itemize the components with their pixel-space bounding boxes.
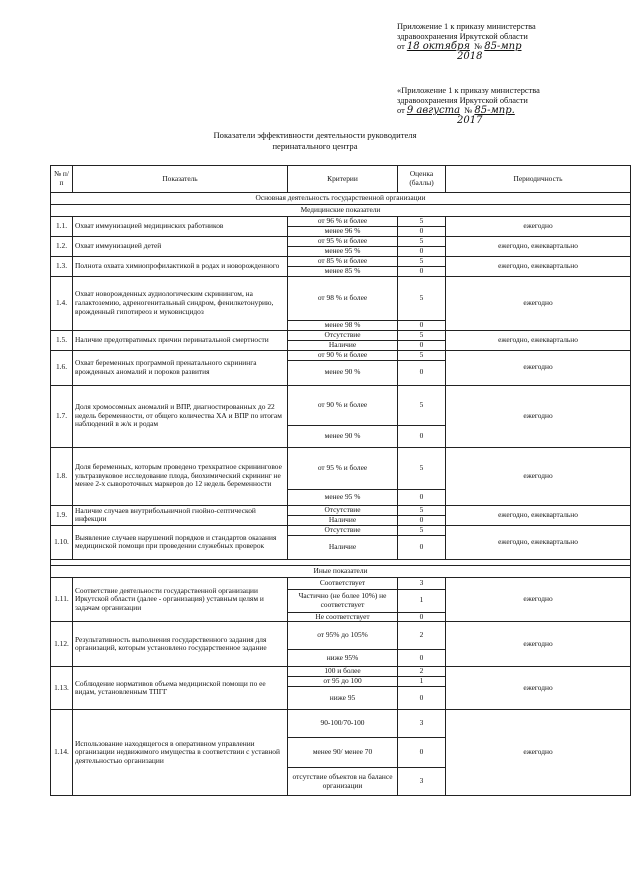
criterion: менее 90 % <box>288 360 398 385</box>
criterion: Наличие <box>288 340 398 350</box>
criterion: менее 85 % <box>288 267 398 277</box>
score: 0 <box>398 535 446 559</box>
periodicity: ежегодно <box>446 277 631 331</box>
criterion: отсутствие объектов на балансе организации <box>288 768 398 796</box>
criterion: Отсутствие <box>288 330 398 340</box>
table-row <box>51 350 631 360</box>
order-b-number-handwritten: 85-мпр. <box>474 105 515 116</box>
table-header-row <box>51 166 631 193</box>
score: 2 <box>398 622 446 650</box>
row-number: 1.6. <box>51 350 73 385</box>
table-row <box>51 257 631 267</box>
row-number: 1.4. <box>51 277 73 331</box>
table-row <box>51 667 631 677</box>
from-prefix: от <box>397 42 405 51</box>
indicators-table <box>50 165 631 796</box>
criterion: Наличие <box>288 515 398 525</box>
col-score: Оценка (баллы) <box>398 166 446 193</box>
row-number: 1.10. <box>51 525 73 559</box>
periodicity: ежегодно, ежеквартально <box>446 525 631 559</box>
indicator-name: Охват беременных программой пренатального скрининга врожденных аномалий и пороков развития <box>73 350 288 385</box>
periodicity: ежегодно <box>446 350 631 385</box>
score: 0 <box>398 247 446 257</box>
section-medical-indicators-label: Медицинские показатели <box>51 205 631 217</box>
periodicity: ежегодно <box>446 385 631 447</box>
score: 5 <box>398 350 446 360</box>
score: 0 <box>398 515 446 525</box>
periodicity: ежегодно, ежеквартально <box>446 505 631 525</box>
criterion: менее 96 % <box>288 227 398 237</box>
score: 0 <box>398 687 446 710</box>
indicator-name: Полнота охвата химиопрофилактикой в родах и новорожденного <box>73 257 288 277</box>
score: 5 <box>398 330 446 340</box>
criterion: от 95 % и более <box>288 237 398 247</box>
score: 0 <box>398 489 446 505</box>
score: 0 <box>398 360 446 385</box>
criterion: от 90 % и более <box>288 385 398 425</box>
indicator-name: Использование находящегося в оперативном управлении организации недвижимого имущества в соответствии с уставной деятельностью организации <box>73 710 288 796</box>
indicator-name: Соблюдение нормативов объема медицинской помощи по ее видам, установленным ТПГГ <box>73 667 288 710</box>
appendix-b-line-2: здравоохранения Иркутской области <box>397 96 528 105</box>
criterion: от 96 % и более <box>288 217 398 227</box>
indicator-name: Наличие предотвратимых причин перинатальной смертности <box>73 330 288 350</box>
row-number: 1.13. <box>51 667 73 710</box>
appendix-b-order-line <box>397 106 627 116</box>
criterion: Частично (не более 10%) не соответствует <box>288 589 398 612</box>
criterion: от 95% до 105% <box>288 622 398 650</box>
row-number: 1.3. <box>51 257 73 277</box>
indicator-name: Выявление случаев нарушений порядков и стандартов оказания медицинской помощи при проведении служебных проверок <box>73 525 288 559</box>
appendix-header-current <box>397 22 627 62</box>
table-row <box>51 277 631 321</box>
score: 0 <box>398 267 446 277</box>
table-row <box>51 330 631 340</box>
table-row <box>51 447 631 489</box>
periodicity: ежегодно <box>446 710 631 796</box>
criterion: от 98 % и более <box>288 277 398 321</box>
order-b-year-handwritten: 2017 <box>457 115 483 126</box>
appendix-order-line <box>397 42 627 52</box>
periodicity: ежегодно, ежеквартально <box>446 237 631 257</box>
appendix-b-line-1: «Приложение 1 к приказу министерства <box>397 86 540 95</box>
table-row <box>51 710 631 738</box>
order-date-handwritten: 18 октября <box>406 41 470 52</box>
score: 1 <box>398 677 446 687</box>
table-row <box>51 385 631 425</box>
periodicity: ежегодно <box>446 447 631 505</box>
score: 5 <box>398 447 446 489</box>
table-row <box>51 622 631 650</box>
table-row <box>51 505 631 515</box>
appendix-line-1: Приложение 1 к приказу министерства <box>397 22 536 31</box>
score: 5 <box>398 237 446 247</box>
number-label-b: № <box>464 106 473 115</box>
indicator-name: Результативность выполнения государственного задания для организаций, которым установлено государственное задание <box>73 622 288 667</box>
criterion: от 90 % и более <box>288 350 398 360</box>
indicator-name: Доля беременных, которым проведено трехкратное скрининговое ультразвуковое исследование плода, биохимический скрининг не менее 2-х сывороточных маркеров до 12 недель беременности <box>73 447 288 505</box>
section-main-activity <box>51 193 631 205</box>
score: 5 <box>398 277 446 321</box>
indicator-name: Охват новорожденных аудиологическим скринингом, на галактоземию, адреногенитальный синдром, фенилкетонурию, врожденный гипотиреоз и муковисцидоз <box>73 277 288 331</box>
score: 3 <box>398 710 446 738</box>
score: 0 <box>398 227 446 237</box>
row-number: 1.11. <box>51 577 73 622</box>
row-number: 1.12. <box>51 622 73 667</box>
table-row <box>51 217 631 227</box>
criterion: Отсутствие <box>288 525 398 535</box>
table-row <box>51 525 631 535</box>
criterion: ниже 95 <box>288 687 398 710</box>
criterion: 90-100/70-100 <box>288 710 398 738</box>
periodicity: ежегодно <box>446 622 631 667</box>
row-number: 1.14. <box>51 710 73 796</box>
score: 1 <box>398 589 446 612</box>
criterion: Не соответствует <box>288 612 398 622</box>
criterion: менее 95 % <box>288 489 398 505</box>
score: 0 <box>398 612 446 622</box>
table-row <box>51 577 631 589</box>
number-label: № <box>474 42 483 51</box>
score: 3 <box>398 577 446 589</box>
criterion: от 95 % и более <box>288 447 398 489</box>
indicator-name: Наличие случаев внутрибольничной гнойно-септической инфекции <box>73 505 288 525</box>
score: 5 <box>398 257 446 267</box>
criterion: от 85 % и более <box>288 257 398 267</box>
indicator-name: Охват иммунизацией детей <box>73 237 288 257</box>
criterion: ниже 95% <box>288 650 398 667</box>
title-line-1: Показатели эффективности деятельности руководителя <box>213 130 417 140</box>
score: 0 <box>398 425 446 447</box>
score: 0 <box>398 738 446 768</box>
title-line-2: перинатального центра <box>272 140 358 151</box>
criterion: менее 90 % <box>288 425 398 447</box>
from-prefix-b: от <box>397 106 405 115</box>
criterion: Отсутствие <box>288 505 398 515</box>
col-criteria: Критерии <box>288 166 398 193</box>
order-b-date-handwritten: 9 августа <box>406 105 461 116</box>
appendix-header-previous <box>397 86 627 126</box>
score: 3 <box>398 768 446 796</box>
score: 0 <box>398 321 446 331</box>
periodicity: ежегодно <box>446 667 631 710</box>
section-medical-indicators <box>51 205 631 217</box>
score: 2 <box>398 667 446 677</box>
periodicity: ежегодно <box>446 217 631 237</box>
indicator-name: Охват иммунизацией медицинских работников <box>73 217 288 237</box>
periodicity: ежегодно <box>446 577 631 622</box>
criterion: от 95 до 100 <box>288 677 398 687</box>
periodicity: ежегодно, ежеквартально <box>446 330 631 350</box>
criterion: менее 98 % <box>288 321 398 331</box>
score: 0 <box>398 650 446 667</box>
row-number: 1.5. <box>51 330 73 350</box>
document-title <box>150 130 480 151</box>
criterion: Наличие <box>288 535 398 559</box>
table-row <box>51 237 631 247</box>
section-other-indicators <box>51 565 631 577</box>
order-number-handwritten: 85-мпр <box>484 41 522 52</box>
section-other-indicators-label: Иные показатели <box>51 565 631 577</box>
appendix-line-2: здравоохранения Иркутской области <box>397 32 528 41</box>
score: 5 <box>398 217 446 227</box>
section-main-activity-label: Основная деятельность государственной организации <box>51 193 631 205</box>
score: 0 <box>398 340 446 350</box>
col-no: № п/п <box>51 166 73 193</box>
criterion: менее 90/ менее 70 <box>288 738 398 768</box>
score: 5 <box>398 385 446 425</box>
criterion: 100 и более <box>288 667 398 677</box>
row-number: 1.8. <box>51 447 73 505</box>
row-number: 1.1. <box>51 217 73 237</box>
indicator-name: Соответствие деятельности государственной организации Иркутской области (далее - организация) уставным целям и задачам организации <box>73 577 288 622</box>
order-year-handwritten: 2018 <box>457 51 483 62</box>
periodicity: ежегодно, ежеквартально <box>446 257 631 277</box>
row-number: 1.9. <box>51 505 73 525</box>
row-number: 1.2. <box>51 237 73 257</box>
row-number: 1.7. <box>51 385 73 447</box>
col-indicator: Показатель <box>73 166 288 193</box>
score: 5 <box>398 505 446 515</box>
criterion: менее 95 % <box>288 247 398 257</box>
criterion: Соответствует <box>288 577 398 589</box>
score: 5 <box>398 525 446 535</box>
col-period: Периодичность <box>446 166 631 193</box>
indicator-name: Доля хромосомных аномалий и ВПР, диагностированных до 22 недель беременности, от общего количества ХА и ВПР по итогам наблюдений в ж/к и родам <box>73 385 288 447</box>
